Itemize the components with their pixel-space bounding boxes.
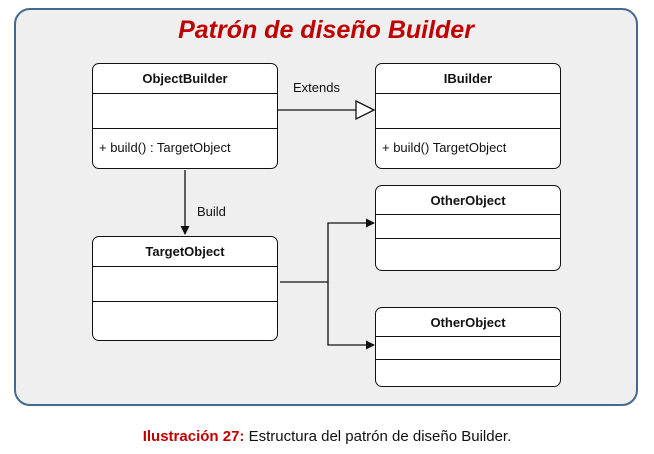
association-line-top [280, 223, 374, 282]
class-other-object [375, 307, 561, 387]
class-operation: + build() TargetObject [382, 140, 507, 155]
extends-triangle [356, 101, 374, 119]
attributes-divider [93, 266, 277, 267]
class-name: OtherObject [430, 193, 506, 208]
caption-label: Ilustración 27: [142, 428, 245, 445]
extends-label: Extends [293, 80, 340, 95]
build-label: Build [197, 204, 226, 219]
operations-divider [376, 359, 560, 360]
class-name: TargetObject [145, 244, 225, 259]
class-target-object [92, 236, 278, 341]
attributes-divider [376, 214, 560, 215]
operations-divider [376, 238, 560, 239]
class-name: IBuilder [443, 71, 493, 86]
operations-divider [93, 128, 277, 129]
class-operation: + build() : TargetObject [99, 140, 231, 155]
class-object-builder [92, 63, 278, 169]
class-name: ObjectBuilder [142, 71, 228, 86]
diagram-title: Patrón de diseño Builder [178, 16, 474, 44]
attributes-divider [376, 93, 560, 94]
attributes-divider [93, 93, 277, 94]
figure-caption [0, 428, 654, 445]
association-line-bottom [328, 282, 374, 345]
class-name: OtherObject [430, 315, 506, 330]
operations-divider [93, 301, 277, 302]
attributes-divider [376, 336, 560, 337]
class-ibuilder [375, 63, 561, 169]
caption-text: Estructura del patrón de diseño Builder. [244, 428, 512, 445]
operations-divider [376, 128, 560, 129]
class-other-object [375, 185, 561, 271]
